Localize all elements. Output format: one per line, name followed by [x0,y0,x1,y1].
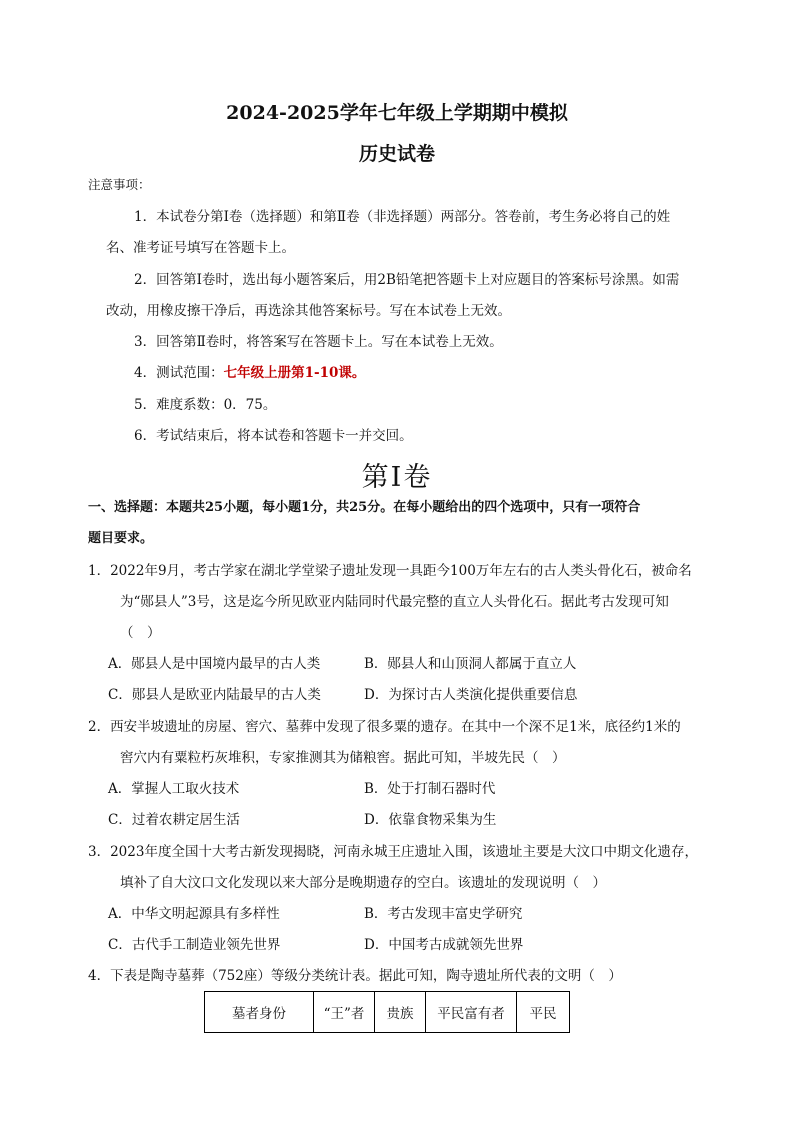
q3-option-a: A．中华文明起源具有多样性 [108,906,280,922]
q3-option-c: C．古代手工制造业领先世界 [108,937,281,953]
q1-option-c: C．郧县人是欧亚内陆最早的古人类 [108,687,321,703]
question-1-line-2: 为“郧县人”3号，这是迄今所见欧亚内陆同时代最完整的直立人头骨化石。据此考古发现可知 [120,594,669,610]
section-heading-cont: 题目要求。 [88,531,154,546]
q2-option-b: B．处于打制石器时代 [364,781,496,797]
exam-subtitle: 历史试卷 [358,143,435,165]
note-1: 1．本试卷分第Ⅰ卷（选择题）和第Ⅱ卷（非选择题）两部分。答卷前，考生务必将自己的姓 [134,209,671,225]
volume-title: 第Ⅰ卷 [361,462,433,493]
note-3: 3．回答第Ⅱ卷时，将答案写在答题卡上。写在本试卷上无效。 [134,334,503,350]
q2-option-d: D．依靠食物采集为生 [364,812,497,828]
note-4 [134,364,365,382]
table-header-cell: 墓者身份 [205,992,314,1033]
note-5: 5．难度系数：0．75。 [134,397,277,413]
q3-option-b: B．考古发现丰富史学研究 [364,906,523,922]
question-3-line-2: 填补了自大汶口文化发现以来大部分是晚期遗存的空白。该遗址的发现说明（ ） [120,875,606,891]
question-1-line-3: （ ） [120,625,161,641]
question-2-line-2: 窖穴内有粟粒朽灰堆积，专家推测其为储粮窖。据此可知，半坡先民（ ） [120,750,566,766]
question-3: 3．2023年度全国十大考古新发现揭晓，河南永城王庄遗址入围，该遗址主要是大汶口中期文化遗存， [88,844,698,860]
exam-title: 2024-2025学年七年级上学期期中模拟 [226,102,568,124]
q2-option-c: C．过着农耕定居生活 [108,812,240,828]
tomb-classification-table [204,991,570,1033]
note-2: 2．回答第Ⅰ卷时，选出每小题答案后，用2B铅笔把答题卡上对应题目的答案标号涂黑。如需 [134,272,680,288]
question-1: 1．2022年9月，考古学家在湖北学堂梁子遗址发现一具距今100万年左右的古人类头骨化石，被命名 [88,563,692,579]
q1-option-d: D．为探讨古人类演化提供重要信息 [364,687,578,703]
q3-option-d: D．中国考古成就领先世界 [364,937,524,953]
question-4: 4．下表是陶寺墓葬（752座）等级分类统计表。据此可知，陶寺遗址所代表的文明（ ） [88,968,622,984]
note-1-cont: 名、准考证号填写在答题卡上。 [106,240,295,256]
table-row [205,992,570,1033]
test-scope: 七年级上册第1-10课。 [223,365,366,381]
table-header-cell: “王”者 [314,992,375,1033]
question-2: 2．西安半坡遗址的房屋、窖穴、墓葬中发现了很多粟的遗存。在其中一个深不足1米，底径约1米的 [88,719,681,735]
table-header-cell: 贵族 [375,992,426,1033]
table-header-cell: 平民 [517,992,570,1033]
q2-option-a: A．掌握人工取火技术 [108,781,240,797]
q1-option-b: B．郧县人和山顶洞人都属于直立人 [364,656,577,672]
note-2-cont: 改动，用橡皮擦干净后，再选涂其他答案标号。写在本试卷上无效。 [106,303,511,319]
section-heading: 一、选择题：本题共25小题，每小题1分，共25分。在每小题给出的四个选项中，只有一项符合 [88,500,641,515]
note-6: 6．考试结束后，将本试卷和答题卡一并交回。 [134,428,413,444]
table-header-cell: 平民富有者 [426,992,517,1033]
note-4-label: 4．测试范围： [134,365,224,381]
notes-heading: 注意事项： [88,177,151,192]
q1-option-a: A．郧县人是中国境内最早的古人类 [108,656,321,672]
